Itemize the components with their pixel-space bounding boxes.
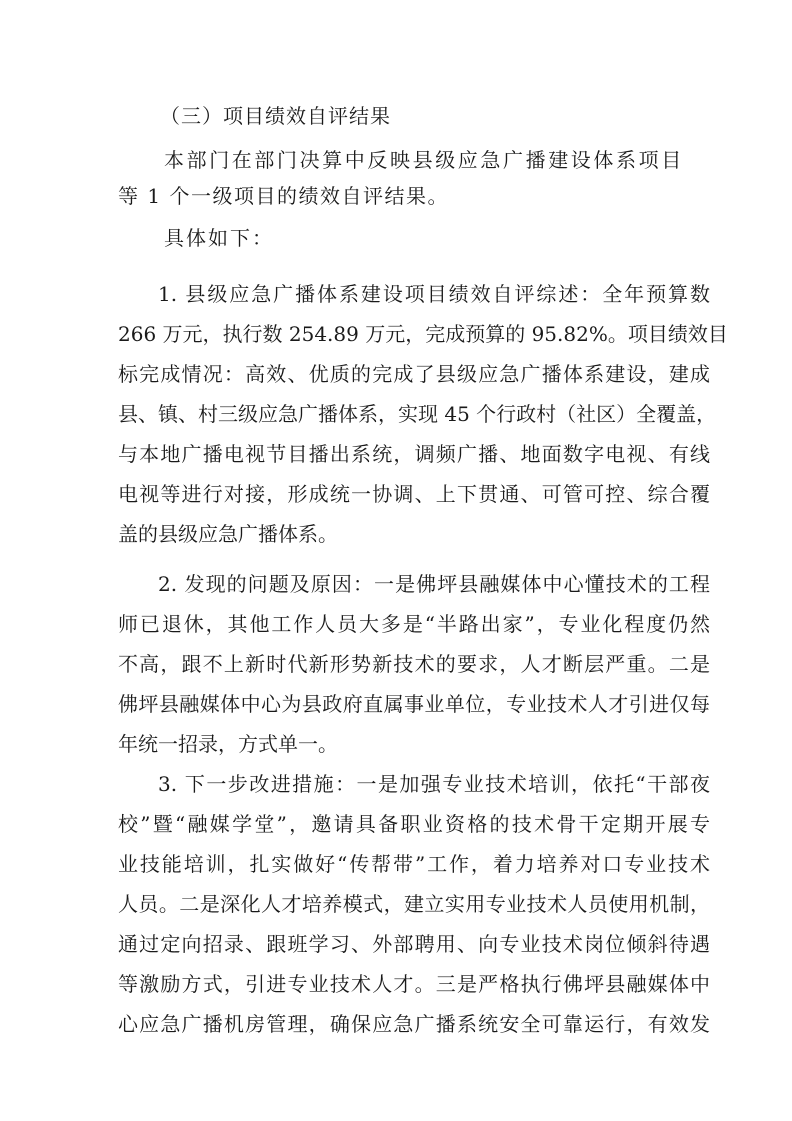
paragraph-1-line: 县、镇、村三级应急广播体系，实现 45 个行政村（社区）全覆盖， [118, 402, 717, 426]
paragraph-3-line: 业技能培训，扎实做好“传帮带”工作，着力培养对口专业技术 [118, 852, 710, 876]
paragraph-3-line: 等激励方式，引进专业技术人才。三是严格执行佛坪县融媒体中 [118, 972, 710, 996]
paragraph-1-line: 电视等进行对接，形成统一协调、上下贯通、可管可控、综合覆 [118, 482, 710, 506]
paragraph-1-line: 1. 县级应急广播体系建设项目绩效自评综述：全年预算数 [158, 282, 710, 306]
paragraph-3-line: 通过定向招录、跟班学习、外部聘用、向专业技术岗位倾斜待遇 [118, 932, 710, 956]
paragraph-2-line: 年统一招录，方式单一。 [118, 732, 338, 756]
paragraph-1-line: 266 万元，执行数 254.89 万元，完成预算的 95.82%。项目绩效目 [118, 322, 728, 346]
paragraph-2-line: 佛坪县融媒体中心为县政府直属事业单位，专业技术人才引进仅每 [118, 692, 710, 716]
paragraph-2-line: 2. 发现的问题及原因：一是佛坪县融媒体中心懂技术的工程 [158, 572, 710, 596]
section-heading: （三）项目绩效自评结果 [160, 104, 391, 128]
paragraph-3-line: 3. 下一步改进措施：一是加强专业技术培训，依托“干部夜 [158, 772, 710, 796]
intro-line-2: 等 1 个一级项目的绩效自评结果。 [118, 184, 449, 208]
paragraph-3-line: 人员。二是深化人才培养模式，建立实用专业技术人员使用机制， [118, 892, 710, 916]
paragraph-1-line: 标完成情况：高效、优质的完成了县级应急广播体系建设，建成 [118, 362, 710, 386]
paragraph-1-line: 盖的县级应急广播体系。 [118, 522, 338, 546]
paragraph-2-line: 师已退休，其他工作人员大多是“半路出家”，专业化程度仍然 [118, 612, 710, 636]
paragraph-2-line: 不高，跟不上新时代新形势新技术的要求，人才断层严重。二是 [118, 652, 710, 676]
intro-line-3: 具体如下： [164, 226, 274, 250]
paragraph-1-line: 与本地广播电视节目播出系统，调频广播、地面数字电视、有线 [118, 442, 710, 466]
paragraph-3-line: 校”暨“融媒学堂”，邀请具备职业资格的技术骨干定期开展专 [118, 812, 710, 836]
paragraph-3-line: 心应急广播机房管理，确保应急广播系统安全可靠运行，有效发 [118, 1012, 710, 1036]
intro-line-1: 本部门在部门决算中反映县级应急广播建设体系项目 [164, 148, 684, 172]
